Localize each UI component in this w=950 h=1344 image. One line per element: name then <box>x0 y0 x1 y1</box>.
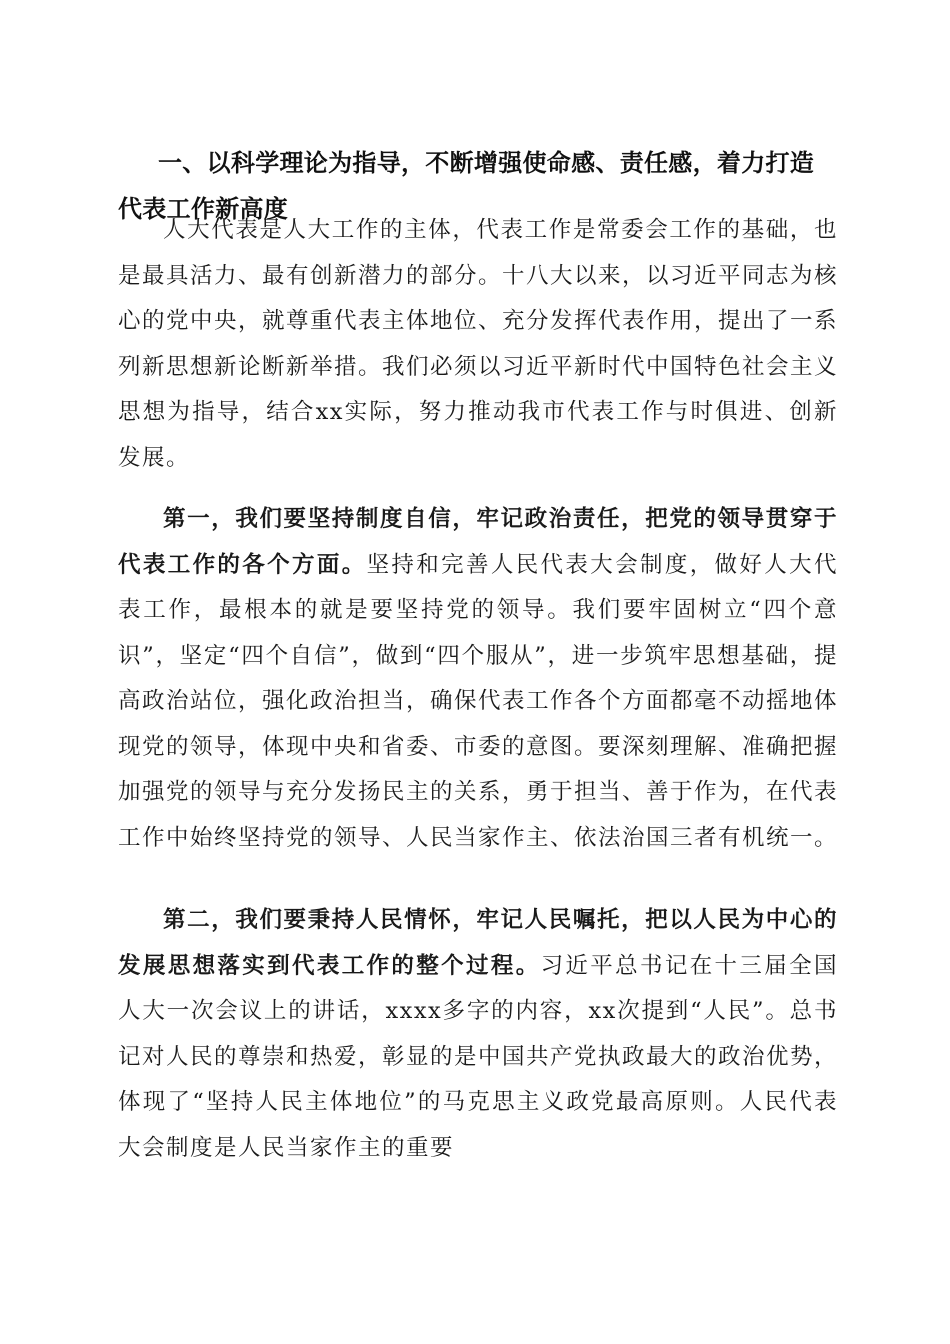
paragraph-2-lead: 第一，我们要坚持制度自信，牢记政治责任，把党的领导贯穿于代表工作的各个方面。 <box>118 506 838 578</box>
paragraph-1 <box>118 208 838 481</box>
paragraph-3 <box>118 898 838 1171</box>
paragraph-3-lead: 第二，我们要秉持人民情怀，牢记人民嘱托，把以人民为中心的发展思想落实到代表工作的整个过程。 <box>118 907 838 979</box>
paragraph-2 <box>118 497 838 861</box>
paragraph-2-text: 坚持和完善人民代表大会制度，做好人大代表工作，最根本的就是要坚持党的领导。我们要牢固树立“四个意识”，坚定“四个自信”，做到“四个服从”，进一步筑牢思想基础，提高政治站位，强化政治担当，确保代表工作各个方面都毫不动摇地体现党的领导，体现中央和省委、市委的意图。要深刻理解、准确把握加强党的领导与充分发扬民主的关系，勇于担当、善于作为，在代表工作中始终坚持党的领导、人民当家作主、依法治国三者有机统一。 <box>118 551 839 851</box>
paragraph-3-text: 习近平总书记在十三届全国人大一次会议上的讲话，xxxx多字的内容，xx次提到“人民”。总书记对人民的尊崇和热爱，彰显的是中国共产党执政最大的政治优势，体现了“坚持人民主体地位”的马克思主义政党最高原则。人民代表大会制度是人民当家作主的重要 <box>118 952 839 1161</box>
paragraph-1-text: 人大代表是人大工作的主体，代表工作是常委会工作的基础，也是最具活力、最有创新潜力的部分。十八大以来，以习近平同志为核心的党中央，就尊重代表主体地位、充分发挥代表作用，提出了一系列新思想新论断新举措。我们必须以习近平新时代中国特色社会主义思想为指导，结合xx实际，努力推动我市代表工作与时俱进、创新发展。 <box>118 217 839 471</box>
section-heading: 一、以科学理论为指导，不断增强使命感、责任感，着力打造代表工作新高度 <box>118 149 815 223</box>
